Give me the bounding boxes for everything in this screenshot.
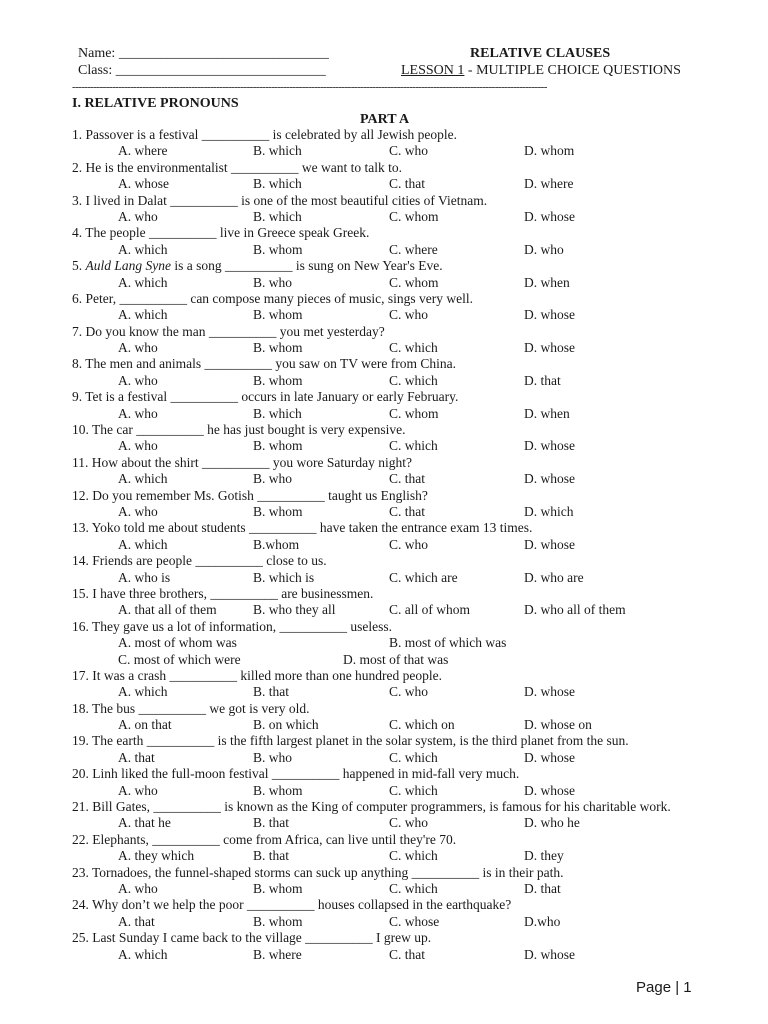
answer-option[interactable]: B. whom [253,503,303,519]
question-item [72,586,732,619]
answer-option[interactable]: D. whose [524,684,575,700]
answer-option[interactable]: C. which [389,848,438,864]
option-row [72,373,732,389]
answer-option[interactable]: D. whose [524,307,575,323]
question-item [72,733,732,766]
question-stem: 18. The bus __________ we got is very old. [72,700,310,716]
option-row [72,652,732,668]
answer-option[interactable]: B. who [253,749,293,765]
answer-option[interactable]: B. that [253,848,289,864]
answer-option[interactable]: A. that all of them [118,602,217,618]
option-row [72,684,732,700]
class-field-label: Class: ______________________________ [78,63,326,78]
answer-option[interactable]: C. that [389,503,425,519]
option-row [72,947,732,963]
option-row [72,176,732,192]
answer-option[interactable]: A. that [118,749,155,765]
answer-option[interactable]: D. who are [524,569,584,585]
question-stem: 21. Bill Gates, __________ is known as the King of computer programmers, is famous for his charitable work. [72,799,671,815]
answer-option[interactable]: D. whose [524,471,575,487]
question-stem: 7. Do you know the man __________ you met yesterday? [72,323,385,339]
question-item [72,520,732,553]
answer-option[interactable]: B. who they all [253,602,336,618]
answer-option[interactable]: A. who [118,208,158,224]
answer-option[interactable]: D. whose [524,536,575,552]
answer-option[interactable]: C. who [389,684,429,700]
name-field-label: Name: ______________________________ [78,46,329,61]
answer-option[interactable]: C. which [389,880,438,896]
answer-option[interactable]: D. whose [524,340,575,356]
option-row [72,242,732,258]
answer-option[interactable]: A. which [118,536,168,552]
answer-option[interactable]: C. which [389,372,438,388]
question-item [72,799,732,832]
answer-option[interactable]: B. whom [253,913,303,929]
question-item [72,324,732,357]
answer-option[interactable]: D. when [524,274,570,290]
question-item [72,897,732,930]
question-stem: 19. The earth __________ is the fifth largest planet in the solar system, is the third planet from the sun. [72,733,629,749]
question-stem: 2. He is the environmentalist __________ we want to talk to. [72,159,402,175]
option-row [72,815,732,831]
question-stem: 3. I lived in Dalat __________ is one of the most beautiful cities of Vietnam. [72,192,488,208]
answer-option[interactable]: C. all of whom [389,602,470,618]
answer-option[interactable]: B. whom [253,372,303,388]
answer-option[interactable]: A. they which [118,848,195,864]
answer-option[interactable]: A. who [118,438,158,454]
question-item [72,193,732,226]
answer-option[interactable]: B. that [253,815,289,831]
question-stem: 24. Why don’t we help the poor __________ houses collapsed in the earthquake? [72,897,512,913]
answer-option[interactable]: D. who [524,241,564,257]
answer-option[interactable]: C. which [389,340,438,356]
answer-option[interactable]: A. who [118,503,158,519]
part-title: PART A [360,112,410,127]
answer-option[interactable]: A. that he [118,815,171,831]
page-number: Page | 1 [636,979,692,996]
answer-option[interactable]: C. which [389,782,438,798]
answer-option[interactable]: B. whom [253,340,303,356]
question-stem: 15. I have three brothers, __________ are businessmen. [72,585,374,601]
question-item [72,127,732,160]
answer-option[interactable]: B. which [253,176,302,192]
answer-option[interactable]: A. which [118,471,168,487]
answer-option[interactable]: D. who all of them [524,602,626,618]
answer-option[interactable]: A. which [118,684,168,700]
answer-option[interactable]: B. whom [253,880,303,896]
answer-option[interactable]: C. which on [389,717,455,733]
option-row [72,848,732,864]
answer-option[interactable]: C. whom [389,208,439,224]
answer-option[interactable]: C. which [389,438,438,454]
option-row [72,307,732,323]
answer-option[interactable]: B. which [253,143,302,159]
question-item [72,553,732,586]
question-stem: 22. Elephants, __________ come from Africa, can live until they're 70. [72,831,457,847]
option-row [72,340,732,356]
option-row [72,881,732,897]
question-item [72,865,732,898]
question-stem-rest: is a song __________ is sung on New Year's Eve. [171,258,443,274]
answer-option[interactable]: D. whose [524,782,575,798]
option-row [72,537,732,553]
answer-option[interactable]: D. whose [524,208,575,224]
question-item [72,291,732,324]
answer-option[interactable]: B. which is [253,569,315,585]
option-row [72,471,732,487]
question-item [72,356,732,389]
answer-option[interactable]: C. whose [389,913,440,929]
lesson-number: LESSON 1 [401,63,465,78]
question-stem: 12. Do you remember Ms. Gotish __________ taught us English? [72,487,428,503]
question-stem [72,258,732,274]
answer-option[interactable]: A. who [118,372,158,388]
answer-option[interactable]: D.who [524,913,561,929]
answer-option[interactable]: B. where [253,946,302,962]
answer-option[interactable]: C. who [389,143,429,159]
question-stem: 25. Last Sunday I came back to the village __________ I grew up. [72,930,432,946]
answer-option[interactable]: C. that [389,471,425,487]
answer-option[interactable]: D. that [524,372,561,388]
answer-option[interactable]: A. which [118,274,168,290]
answer-option[interactable]: B. most of which was [389,635,507,651]
question-item [72,766,732,799]
option-row [72,275,732,291]
answer-option[interactable]: B. who [253,471,293,487]
option-row [72,209,732,225]
answer-option[interactable]: A. whose [118,176,169,192]
question-item [72,422,732,455]
question-item [72,832,732,865]
answer-option[interactable]: D. where [524,176,574,192]
option-row [72,914,732,930]
question-list [72,127,732,963]
answer-option[interactable]: C. most of which were [118,651,241,667]
answer-option[interactable]: B. whom [253,438,303,454]
option-row [72,635,732,651]
question-item [72,389,732,422]
option-row [72,783,732,799]
answer-option[interactable]: A. on that [118,717,172,733]
answer-option[interactable]: A. that [118,913,155,929]
header-divider: ----------------------------------------------------------------------------------------------------------------------------------------------------------- [72,81,547,93]
answer-option[interactable]: D. whose [524,438,575,454]
question-stem: 13. Yoko told me about students __________ have taken the entrance exam 13 times. [72,520,533,536]
answer-option[interactable]: C. whom [389,405,439,421]
answer-option[interactable]: C. who [389,815,429,831]
question-stem: 10. The car __________ he has just bought is very expensive. [72,422,406,438]
question-item [72,668,732,701]
answer-option[interactable]: A. who [118,782,158,798]
question-stem: 1. Passover is a festival __________ is celebrated by all Jewish people. [72,127,458,142]
option-row [72,438,732,454]
answer-option[interactable]: A. which [118,307,168,323]
answer-option[interactable]: D. who he [524,815,580,831]
answer-option[interactable]: C. whom [389,274,439,290]
answer-option[interactable]: B.whom [253,536,300,552]
answer-option[interactable]: D. that [524,880,561,896]
question-stem: 14. Friends are people __________ close to us. [72,553,327,569]
answer-option[interactable]: C. who [389,536,429,552]
option-row [72,750,732,766]
answer-option[interactable]: D. which [524,503,574,519]
answer-option[interactable]: A. who [118,880,158,896]
question-item [72,930,732,963]
answer-option[interactable]: A. most of whom was [118,635,237,651]
question-stem: 20. Linh liked the full-moon festival __________ happened in mid-fall very much. [72,766,520,782]
answer-option[interactable]: D. most of that was [343,651,449,667]
question-stem: 16. They gave us a lot of information, __________ useless. [72,618,392,634]
answer-option[interactable]: A. which [118,241,168,257]
question-stem: 17. It was a crash __________ killed more than one hundred people. [72,667,443,683]
option-row [72,717,732,733]
answer-option[interactable]: D. whom [524,143,575,159]
answer-option[interactable]: C. that [389,176,425,192]
answer-option[interactable]: A. who [118,405,158,421]
question-stem-number: 5. [72,258,86,274]
answer-option[interactable]: B. on which [253,717,319,733]
question-item [72,455,732,488]
answer-option[interactable]: C. which are [389,569,458,585]
answer-option[interactable]: B. which [253,208,302,224]
option-row [72,143,732,159]
answer-option[interactable]: C. who [389,307,429,323]
answer-option[interactable]: A. who [118,340,158,356]
answer-option[interactable]: D. they [524,848,564,864]
worksheet-title: RELATIVE CLAUSES [470,46,611,61]
option-row [72,570,732,586]
question-stem: 4. The people __________ live in Greece speak Greek. [72,225,370,241]
section-title: I. RELATIVE PRONOUNS [72,96,239,111]
question-stem: 8. The men and animals __________ you saw on TV were from China. [72,356,456,372]
answer-option[interactable]: C. that [389,946,425,962]
answer-option[interactable]: D. whose [524,946,575,962]
answer-option[interactable]: B. which [253,405,302,421]
question-item [72,225,732,258]
answer-option[interactable]: C. which [389,749,438,765]
lesson-topic: - MULTIPLE CHOICE QUESTIONS [464,63,681,78]
question-item [72,258,732,291]
answer-option[interactable]: B. that [253,684,289,700]
question-item [72,160,732,193]
option-row [72,504,732,520]
question-stem: 9. Tet is a festival __________ occurs in late January or early February. [72,389,459,405]
answer-option[interactable]: B. whom [253,241,303,257]
answer-option[interactable]: D. whose [524,749,575,765]
option-row [72,406,732,422]
answer-option[interactable]: D. whose on [524,717,592,733]
option-row [72,602,732,618]
answer-option[interactable]: A. where [118,143,168,159]
question-item [72,701,732,734]
lesson-subtitle [401,63,681,79]
answer-option[interactable]: D. when [524,405,570,421]
answer-option[interactable]: A. who is [118,569,171,585]
question-item [72,619,732,668]
answer-option[interactable]: B. whom [253,782,303,798]
answer-option[interactable]: B. who [253,274,293,290]
question-stem-italic: Auld Lang Syne [85,258,171,274]
answer-option[interactable]: A. which [118,946,168,962]
question-stem: 23. Tornadoes, the funnel-shaped storms can suck up anything __________ is in their path. [72,864,564,880]
answer-option[interactable]: C. where [389,241,438,257]
question-item [72,488,732,521]
answer-option[interactable]: B. whom [253,307,303,323]
question-stem: 6. Peter, __________ can compose many pieces of music, sings very well. [72,290,473,306]
question-stem: 11. How about the shirt __________ you wore Saturday night? [72,454,412,470]
